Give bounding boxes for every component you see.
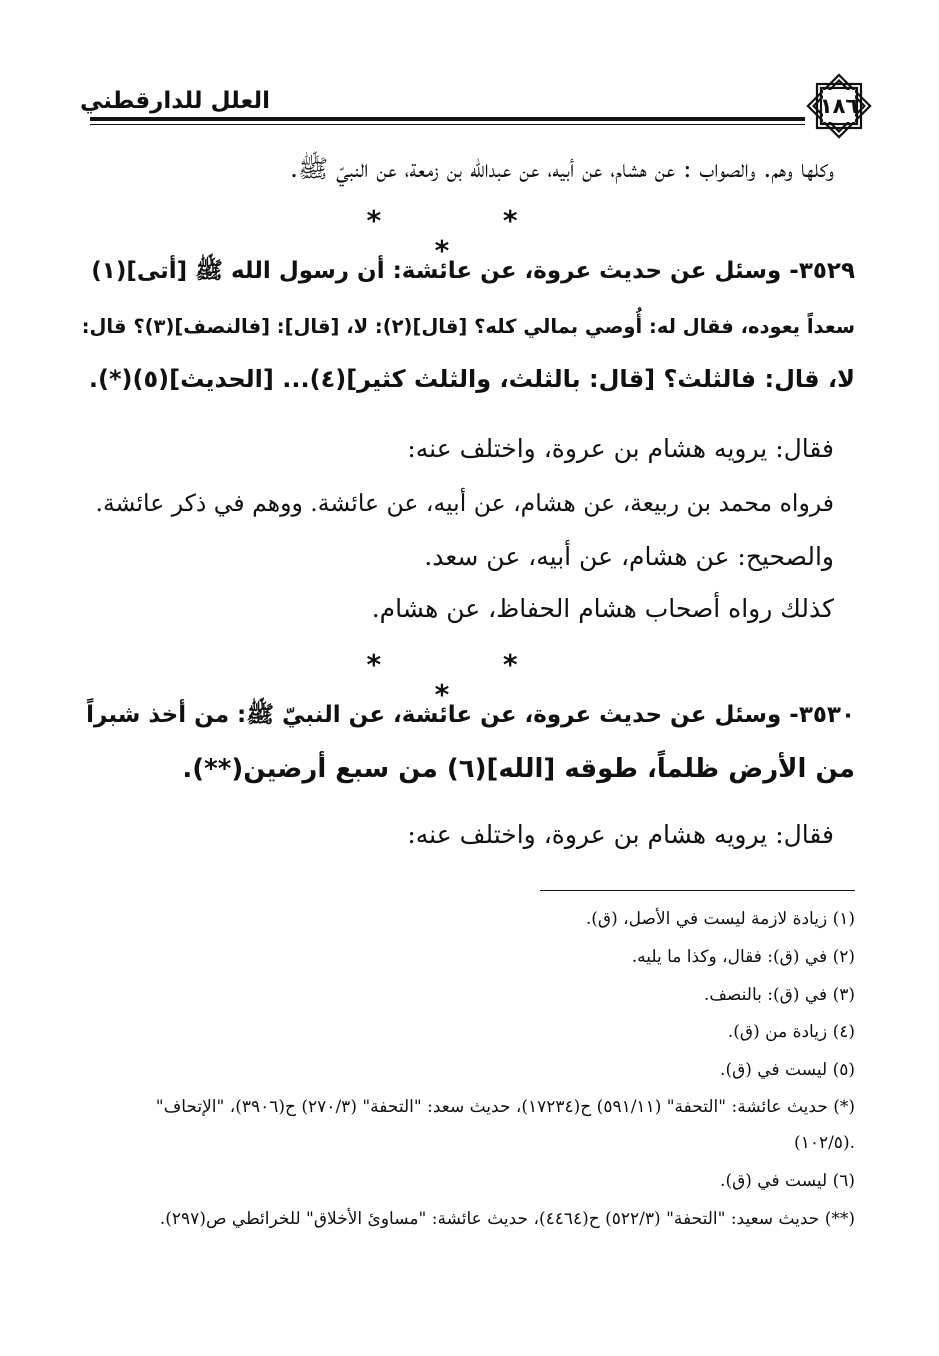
question-3530-line: ٣٥٣٠- وسئل عن حديث عروة، عن عائشة، عن النبيّ ﷺ: من أخذ شبراً: [86, 702, 855, 728]
footnote: (٣) في (ق): بالنصف.: [703, 985, 855, 1005]
footnote: (١) زيادة لازمة ليست في الأصل، (ق).: [585, 909, 855, 929]
answer-line: فقال: يرويه هشام بن عروة، واختلف عنه:: [407, 820, 834, 849]
footnote: (٦) ليست في (ق).: [720, 1171, 855, 1191]
answer-line: كذلك رواه أصحاب هشام الحفاظ، عن هشام.: [371, 594, 834, 623]
question-3530-line: من الأرض ظلماً، طوقه [الله](٦) من سبع أرضين(**).: [182, 754, 855, 784]
body-line: وكلها وهم. والصواب : عن هشام، عن أبيه، عن عبدالله بن زمعة، عن النبيّ ﷺ.: [290, 154, 834, 183]
footnote: (*) حديث عائشة: "التحفة" (٥٩١/١١) ح(١٧٢٣٤)، حديث سعد: "التحفة" (٢٧٠/٣) ح(٣٩٠٦)، "الإتحاف": [155, 1097, 855, 1117]
footnote: (٥) ليست في (ق).: [720, 1060, 855, 1080]
footnote: (**) حديث سعيد: "التحفة" (٥٢٢/٣) ح(٤٤٦٤)، حديث عائشة: "مساوئ الأخلاق" للخرائطي ص(٢٩٧).: [159, 1209, 855, 1229]
page-number: ١٨٦: [819, 94, 859, 118]
question-3529-line: لا، قال: فالثلث؟ [قال: بالثلث، والثلث كثير](٤)... [الحديث](٥)(*).: [88, 365, 855, 393]
question-3529-line: سعداً يعوده، فقال له: أُوصي بمالي كله؟ [قال](٢): لا، [قال]: [فالنصف](٣)؟ قال:: [81, 315, 855, 338]
book-title: العلل للدارقطني: [80, 88, 270, 114]
footnote-separator: [540, 890, 855, 891]
section-separator: * * *: [366, 648, 574, 711]
footnote-continuation: (١٠٢/٥).: [794, 1133, 855, 1153]
section-separator: * * *: [366, 204, 574, 267]
footnote: (٢) في (ق): فقال، وكذا ما يليه.: [631, 947, 855, 967]
header-rule-thin: [90, 124, 805, 125]
answer-line: فقال: يرويه هشام بن عروة، واختلف عنه:: [407, 434, 834, 463]
footnote: (٤) زيادة من (ق).: [727, 1022, 855, 1042]
answer-line: والصحيح: عن هشام، عن أبيه، عن سعد.: [424, 542, 834, 571]
answer-line: فرواه محمد بن ربيعة، عن هشام، عن أبيه، عن عائشة. ووهم في ذكر عائشة.: [95, 489, 834, 517]
header-rule: [90, 117, 805, 121]
question-3529-line: ٣٥٢٩- وسئل عن حديث عروة، عن عائشة: أن رسول الله ﷺ [أتى](١): [91, 258, 855, 284]
